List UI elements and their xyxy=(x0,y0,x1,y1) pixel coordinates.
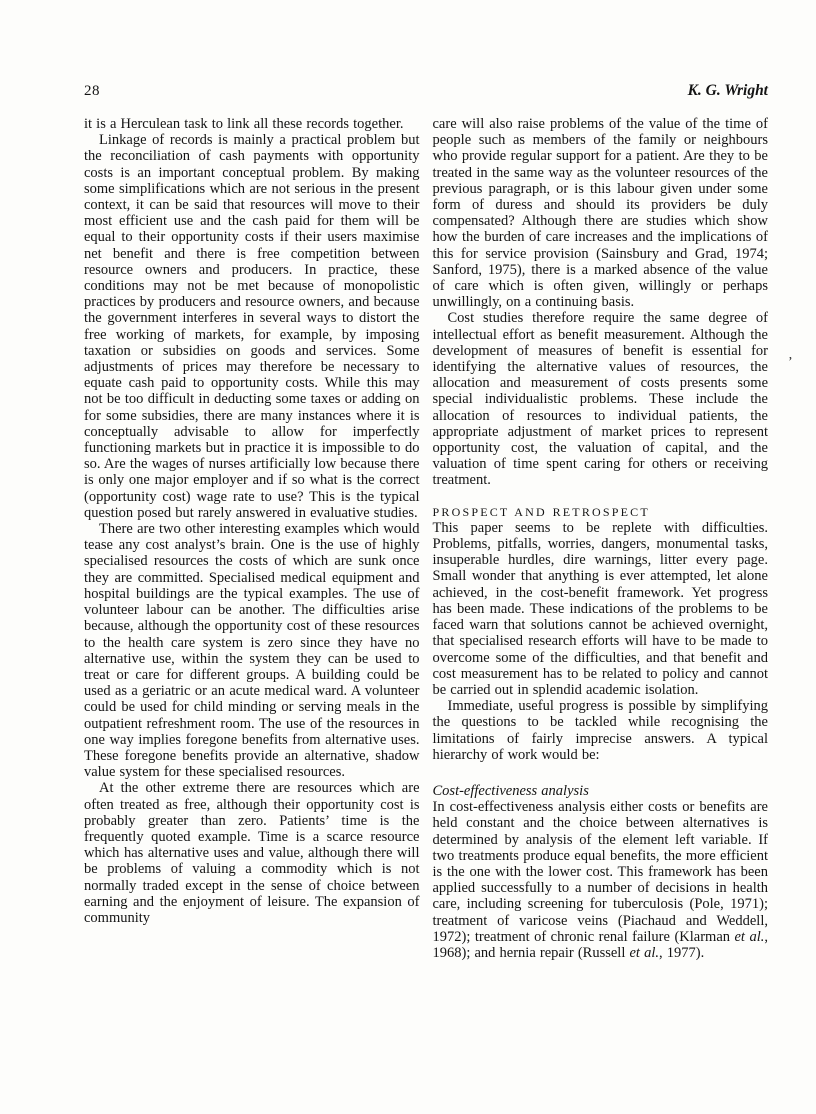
body-paragraph: This paper seems to be replete with difficulties. Problems, pitfalls, worries, dangers, monumental tasks, insuperable hurdles, dire warnings, litter every page. Small wonder that anything is ever attempted, let alone achieved, in the cost-benefit framework. Yet progress has been made. These indications of the problems to be faced warn that solutions cannot be achieved overnight, that specialised research efforts will have to be made to overcome some of the difficulties, and that benefit and cost measurement has to be related to policy and cannot be carried out in splendid academic isolation. xyxy=(432,519,768,698)
running-head-author: K. G. Wright xyxy=(687,82,768,99)
running-head xyxy=(84,82,768,100)
body-paragraph: care will also raise problems of the value of the time of people such as members of the family or neighbours who provide regular support for a patient. Are they to be treated in the same way as the volunteer resources of the previous paragraph, or is this labour given under some form of duress and should its providers be duly compensated? Although there are studies which show how the burden of care increases and the implications of this for service provision (Sainsbury and Grad, 1974; Sanford, 1975), there is a marked absence of the value of care which is often given, willingly or perhaps unwillingly, on a continuing basis. xyxy=(432,116,768,311)
body-paragraph: At the other extreme there are resources which are often treated as free, although their opportunity cost is probably greater than zero. Patients’ time is the frequently quoted example. Time is a scarce resource which has alternative uses and value, although there will be problems of valuing a commodity which is not normally traded except in the sense of choice between earning and the enjoyment of leisure. The expansion of community xyxy=(84,780,420,926)
body-paragraph: There are two other interesting examples which would tease any cost analyst’s brain. One is the use of highly specialised resources the costs of which are sunk once they are committed. Specialised medical equipment and hospital buildings are the typical examples. The use of volunteer labour can be another. The difficulties arise because, although the opportunity cost of these resources to the health care system is zero since they have no alternative use, within the system they can be used to treat or care for different groups. A building could be used as a geriatric or an acute medical ward. A volunteer could be used for child minding or serving meals in the outpatient refreshment room. The use of the resources in one way implies foregone benefits from alternative uses. These foregone benefits provide an alternative, shadow value system for these specialised resources. xyxy=(84,521,420,781)
body-paragraph: Immediate, useful progress is possible by simplifying the questions to be tackled while recognising the limitations of fairly imprecise answers. A typical hierarchy of work would be: xyxy=(432,698,768,763)
stray-ink-mark: ’ xyxy=(788,355,793,370)
left-column xyxy=(84,116,420,961)
section-heading: PROSPECT AND RETROSPECT xyxy=(432,504,650,519)
right-column xyxy=(433,116,769,961)
paragraph-text: In cost-effectiveness analysis either costs or benefits are held constant and the choice between alternatives is determined by analysis of the element left variable. If two treatments produce equal benefits, the more efficient is the one with the lower cost. This framework has been applied successfully to a number of decisions in health care, including screening for tuberculosis (Pole, 1971); treatment of varicose veins (Piachaud and Weddell, 1972); treatment of chronic renal failure (Klarman xyxy=(432,799,768,945)
body-paragraph: Linkage of records is mainly a practical problem but the reconciliation of cash payments with opportunity costs is an important conceptual problem. By making some simplifications which are not serious in the present context, it can be said that resources will move to their most efficient use and the cash paid for them will be equal to their opportunity costs if their users maximise net benefit and there is free competition between resource owners and producers. In practice, these conditions may not be met because of monopolistic practices by producers and resource owners, and because the government interferes in several ways to distort the free working of markets, for example, by imposing taxation or subsidies on goods and services. Some adjustments of prices may therefore be necessary to equate cash paid to opportunity costs. While this may not be too difficult in deducting some taxes or adding on for some subsidies, there are many instances where it is conceptually advisable to allow for imperfectly functioning markets but in practice it is impossible to do so. Are the wages of nurses artificially low because there is only one major employer and if so what is the correct (opportunity cost) wage rate to use? This is the typical question posed but rarely answered in evaluative studies. xyxy=(84,132,420,521)
body-paragraph: it is a Herculean task to link all these records together. xyxy=(84,116,404,132)
italic-citation-text: et al. xyxy=(734,928,765,945)
body-paragraph: Cost studies therefore require the same degree of intellectual effort as benefit measurement. Although the development of measures of benefit is essential for identifying the alternative values of resources, the allocation and measurement of costs presents some special individualistic problems. These include the allocation of resources to individual patients, the appropriate adjustment of market prices to represent opportunity cost, the valuation of capital, and the valuation of time spent caring for others or receiving treatment. xyxy=(432,310,768,489)
two-column-body xyxy=(84,116,768,961)
page-number: 28 xyxy=(84,83,100,99)
body-paragraph xyxy=(433,799,769,961)
paragraph-text: , 1968); and hernia repair (Russell xyxy=(432,928,768,961)
italic-subheading: Cost-effectiveness analysis xyxy=(432,782,589,799)
paragraph-text: , 1977). xyxy=(658,944,705,961)
italic-citation-text: et al. xyxy=(629,944,659,961)
